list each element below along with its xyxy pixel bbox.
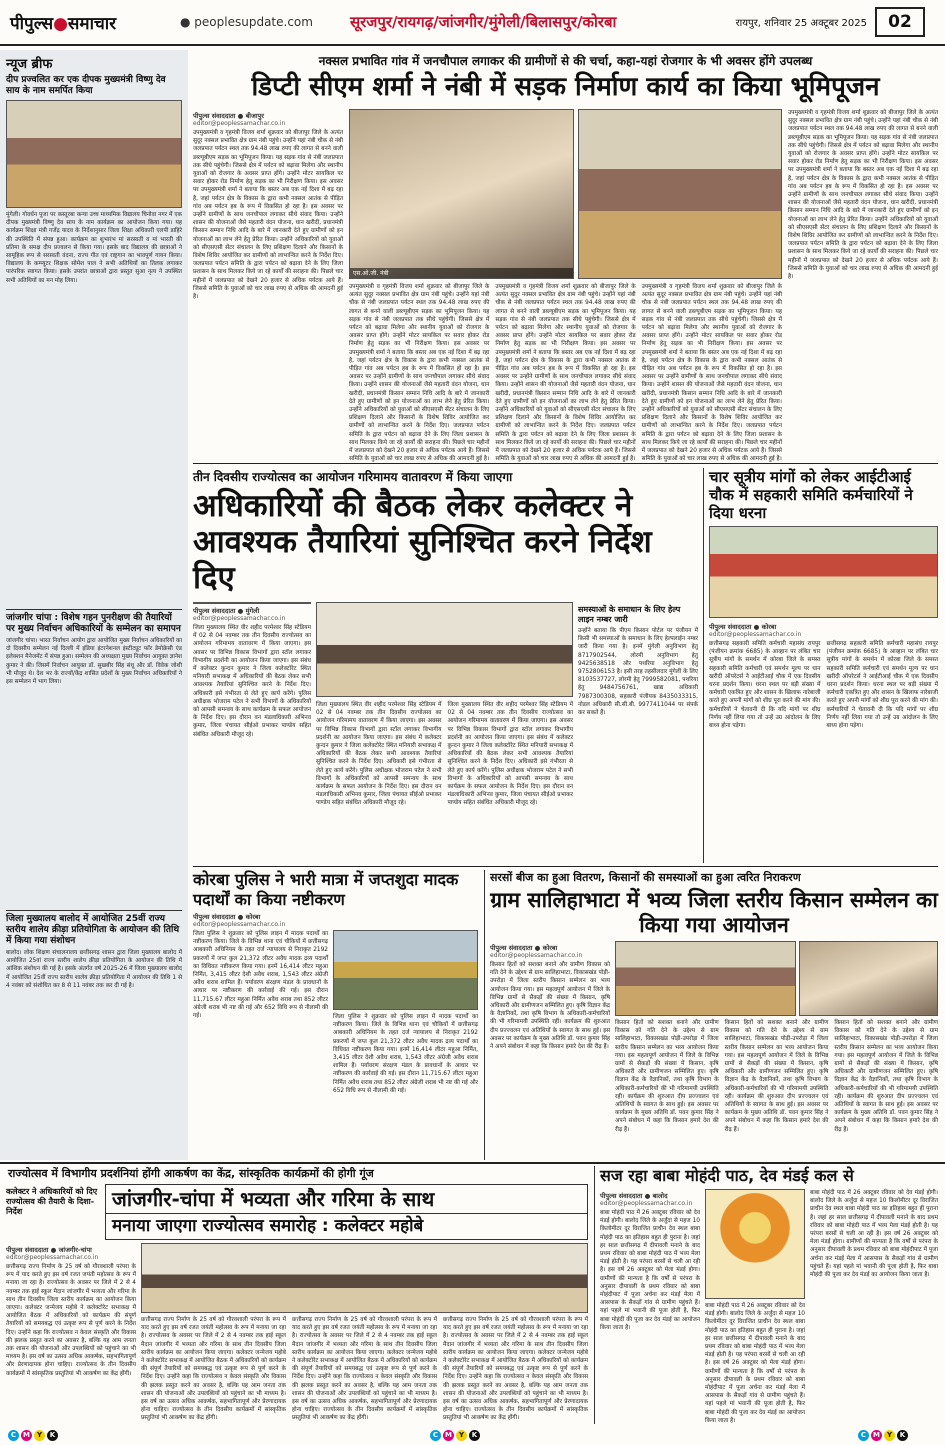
protest-photo <box>709 526 938 618</box>
black-mark-icon: K <box>897 1430 908 1441</box>
protest-byline <box>709 622 938 638</box>
lead-email: editor@peoplessamachar.co.in <box>193 119 286 127</box>
rajyotsav-body-col3: छत्तीसगढ़ राज्य निर्माण के 25 वर्ष को गौरवशाली परंपरा के रूप में याद करते हुए इस वर्ष रजत जयंती महोत्सव के रूप में मनाया जा रहा है। राज्योत्सव के अवसर पर जिले में 2 से 4 नवम्बर तक हाई स्कूल मैदान जांजगीर में भव्यता और गरिमा के साथ तीन दिवसीय जिला स्तरीय कार्यक्रम का आयोजन किया जाएगा। कलेक्टर जन्मेजय महोबे ने कलेक्टोरेट सभाकक्ष में आयोजित बैठक में अधिकारियों को कार्यक्रम की संपूर्ण तैयारियों को समयबद्ध एवं उत्कृष्ट रूप से पूर्ण करने के निर्देश दिए। उन्होंने कहा कि राज्योत्सव न केवल संस्कृति और विकास की झलक प्रस्तुत करने का अवसर है, बल्कि यह आम जनता तक शासन की योजनाओं और उपलब्धियों को पहुंचाने का भी माध्यम है। इस वर्ष का उत्सव अधिक आकर्षक, सहभागितापूर्ण और प्रेरणादायक होना चाहिए। राज्योत्सव के तीन दिवसीय कार्यक्रमों में सांस्कृतिक प्रस्तुतियां भी आकर्षण का केंद्र होंगी। <box>292 1317 437 1422</box>
magenta-mark-icon: M <box>443 1430 454 1441</box>
protest-headline[interactable]: चार सूत्रीय मांगों को लेकर आईटीआई चौक में सहकारी समिति कर्मचारियों ने दिया धरना <box>709 468 913 522</box>
brief-body: मुंगेली। गोवर्धन पूजा पर कस्तूरबा कन्या उच्च माध्यमिक विद्यालय चिनोवा नगर में एक दीपक मुख्यमंत्री विष्णु देव साय के नाम कार्यक्रम का आयोजन किया गया। यह कार्यक्रम शिक्षा मंत्री गजेंद्र यादव के निर्देशानुसार जिला शिक्षा अधिकारी एलपी डाहिरे की उपस्थिति में संपन्न हुआ। कार्यक्रम का शुभारंभ मां सरस्वती व मां भारती की प्रतिमा के समक्ष दीप प्रज्वलन से किया गया। इसके बाद विद्यालय की छात्राओं ने सामूहिक रूप से सरस्वती वंदना, राज्य गीत एवं राष्ट्रगान का भावपूर्ण गायन किया। विद्यालय के कम्प्यूटर शिक्षक सोमेश पाल ने सभी अतिथियों का तिलक लगाकर पारंपरिक स्वागत किया। इसके उपरांत छात्राओं द्वारा प्रस्तुत सुआ नृत्य ने उपस्थित सभी अतिथियों का मन मोह लिया। <box>6 212 182 284</box>
logo-dot-icon: ● <box>53 13 68 34</box>
lead-body-col3: उपमुख्यमंत्री व गृहमंत्री विजय शर्मा शुक्रवार को बीजापुर जिले के अत्यंत सुदूर नक्सल प्रभावित क्षेत्र ग्राम नंबी पहुंचे। उन्होंने यहां नंबी चौक से नंबी जलप्रपात पर्यटन स्थल तक 94.48 लाख रुपए की लागत से बनने वाली डब्ल्यूबीएम सड़क का भूमिपूजन किया। यह सड़क गांव से नंबी जलप्रपात तक सीधे पहुंचेगी। जिससे क्षेत्र में पर्यटन को बढ़ावा मिलेगा और स्थानीय युवाओं को रोजगार के अवसर प्राप्त होंगे। उन्होंने मोटर सायकिल पर सवार होकर रोड निर्माण हेतु सड़क का भी निरीक्षण किया। इस अवसर पर उपमुख्यमंत्री शर्मा ने बताया कि बस्तर अब एक नई दिशा में बढ़ रहा है, जहां पर्यटन क्षेत्र के विकास के द्वारा कभी नक्सल आतंक से पीड़ित गांव अब पर्यटन हब के रूप में विकसित हो रहा है। इस अवसर पर उन्होंने ग्रामीणों के साथ जनचौपाल लगाकर सीधे संवाद किया। उन्होंने शासन की योजनाओं जैसे महतारी वंदन योजना, धान खरीदी, प्रधानमंत्री किसान सम्मान निधि आदि के बारे में जानकारी देते हुए ग्रामीणों को इन योजनाओं का लाभ लेने हेतु प्रेरित किया। उन्होंने अधिकारियों को युवाओं को सीएसएसी सेंटर संचालन के लिए प्रशिक्षण दिलाने और किसानों के विशेष शिविर आयोजित कर ग्रामीणों को लाभान्वित करने के निर्देश दिए। जलप्रपात पर्यटन समिति के द्वारा पर्यटन को बढ़ावा देने के लिए जिला प्रशासन के साथ मिलकर किये जा रहे कार्यों की सराहना की। पिछले चार महीनों में जलप्रपात को देखने 20 हजार से अधिक पर्यटक आये हैं। जिससे समिति के युवाओं को चार लाख रुपए से अधिक की आमदनी हुई है। <box>495 283 636 463</box>
brief-headline[interactable]: दीप प्रज्वलित कर एक दीपक मुख्यमंत्री विष्णु देव साय के नाम समर्पित किया <box>6 75 166 96</box>
kisan-story <box>484 870 938 1160</box>
rajyotsav-kicker: राज्योत्सव में विभागीय प्रदर्शनियां होंगी आकर्षण का केंद्र, सांस्कृतिक कार्यक्रमों की होगी गूंज <box>8 1167 374 1180</box>
divider <box>0 1162 945 1164</box>
rajyotsav-body-col4: छत्तीसगढ़ राज्य निर्माण के 25 वर्ष को गौरवशाली परंपरा के रूप में याद करते हुए इस वर्ष रजत जयंती महोत्सव के रूप में मनाया जा रहा है। राज्योत्सव के अवसर पर जिले में 2 से 4 नवम्बर तक हाई स्कूल मैदान जांजगीर में भव्यता और गरिमा के साथ तीन दिवसीय जिला स्तरीय कार्यक्रम का आयोजन किया जाएगा। कलेक्टर जन्मेजय महोबे ने कलेक्टोरेट सभाकक्ष में आयोजित बैठक में अधिकारियों को कार्यक्रम की संपूर्ण तैयारियों को समयबद्ध एवं उत्कृष्ट रूप से पूर्ण करने के निर्देश दिए। उन्होंने कहा कि राज्योत्सव न केवल संस्कृति और विकास की झलक प्रस्तुत करने का अवसर है, बल्कि यह आम जनता तक शासन की योजनाओं और उपलब्धियों को पहुंचाने का भी माध्यम है। इस वर्ष का उत्सव अधिक आकर्षक, सहभागितापूर्ण और प्रेरणादायक होना चाहिए। राज्योत्सव के तीन दिवसीय कार्यक्रमों में सांस्कृतिक प्रस्तुतियां भी आकर्षण का केंद्र होंगी। <box>443 1317 588 1422</box>
lead-body-col4: उपमुख्यमंत्री व गृहमंत्री विजय शर्मा शुक्रवार को बीजापुर जिले के अत्यंत सुदूर नक्सल प्रभावित क्षेत्र ग्राम नंबी पहुंचे। उन्होंने यहां नंबी चौक से नंबी जलप्रपात पर्यटन स्थल तक 94.48 लाख रुपए की लागत से बनने वाली डब्ल्यूबीएम सड़क का भूमिपूजन किया। यह सड़क गांव से नंबी जलप्रपात तक सीधे पहुंचेगी। जिससे क्षेत्र में पर्यटन को बढ़ावा मिलेगा और स्थानीय युवाओं को रोजगार के अवसर प्राप्त होंगे। उन्होंने मोटर सायकिल पर सवार होकर रोड निर्माण हेतु सड़क का भी निरीक्षण किया। इस अवसर पर उपमुख्यमंत्री शर्मा ने बताया कि बस्तर अब एक नई दिशा में बढ़ रहा है, जहां पर्यटन क्षेत्र के विकास के द्वारा कभी नक्सल आतंक से पीड़ित गांव अब पर्यटन हब के रूप में विकसित हो रहा है। इस अवसर पर उन्होंने ग्रामीणों के साथ जनचौपाल लगाकर सीधे संवाद किया। उन्होंने शासन की योजनाओं जैसे महतारी वंदन योजना, धान खरीदी, प्रधानमंत्री किसान सम्मान निधि आदि के बारे में जानकारी देते हुए ग्रामीणों को इन योजनाओं का लाभ लेने हेतु प्रेरित किया। उन्होंने अधिकारियों को युवाओं को सीएसएसी सेंटर संचालन के लिए प्रशिक्षण दिलाने और किसानों के विशेष शिविर आयोजित कर ग्रामीणों को लाभान्वित करने के निर्देश दिए। जलप्रपात पर्यटन समिति के द्वारा पर्यटन को बढ़ावा देने के लिए जिला प्रशासन के साथ मिलकर किये जा रहे कार्यों की सराहना की। पिछले चार महीनों में जलप्रपात को देखने 20 हजार से अधिक पर्यटक आये हैं। जिससे समिति के युवाओं को चार लाख रुपए से अधिक की आमदनी हुई है। <box>641 283 782 463</box>
brief3-headline[interactable]: जिला मुख्यालय बालोद में आयोजित 25वीं राज्य स्तरीय शालेय क्रीड़ा प्रतियोगिता के आयोजन की तिथि में किया गया संशोधन <box>6 910 182 947</box>
helpline-body: उन्होंने बताया कि पीएम किसान पोर्टल पर पंजीयन में किसी भी समस्याओं के समाधान के लिए हेल्पलाईन नम्बर जारी किया गया है। इनमें मुंगेली अनुविभाग हेतु 8717902544, लोरमी अनुविभाग हेतु 9425638518 और पथरिया अनुविभाग हेतु 9752806153 है। इसी तरह तहसीलदार मुंगेली के लिए 8103537727, लोरमी हेतु 7999582081, पथरिया हेतु 9484756761, खाद्य अधिकारी 7987300308, सहकारी पंजीयक 8435033315, नोडल अधिकारी सी.सी.बी. 9977411044 पर संपर्क कर सकते हैं। <box>578 628 699 717</box>
meeting-body-col3: जिला मुख्यालय स्थित वीर शहीद परमेश्वर सिंह स्टेडियम में 02 से 04 नवम्बर तक तीन दिवसीय राज्योत्सव का आयोजन गरिमामय वातावरण में किया जाएगा। इस अवसर पर विभिन्न विकास विभागों द्वारा स्टॉल लगाकर विभागीय प्रदर्शनी का आयोजन किया जाएगा। इस संबंध में कलेक्टर कुन्दन कुमार ने जिला कलेक्टोरेट स्थित मनियारी सभाकक्ष में अधिकारियों की बैठक लेकर सभी आवश्यक तैयारियां सुनिश्चित करने के निर्देश दिए। अधिकारी इसे गंभीरता से लेते हुए कार्य करेंगे। पुलिस अधीक्षक भोजराम पटेल ने सभी विभागों के अधिकारियों को आपसी समन्वय के साथ कार्यक्रम के सफल आयोजन के निर्देश दिए। इस दौरान वन मंडलाधिकारी अभिनव कुमार, जिला पंचायत सीईओ प्रभाकर पाण्डेय सहित संबंधित अधिकारी मौजूद रहे। <box>447 702 573 807</box>
rajyotsav-byline-text: पीपुल्स संवाददाता ● जांजगीर-चांपा <box>6 1246 92 1254</box>
kisan-email: editor@peoplessamachar.co.in <box>490 952 583 959</box>
mohandi-story <box>594 1166 938 1424</box>
divider <box>193 463 938 464</box>
black-mark-icon: K <box>47 1430 58 1441</box>
mohandi-body: बाबा मोहंदी पाठ में 26 अक्टूबर रविवार को देव मंडई होगी। बालोद जिले के अर्जुंदा से महज 10 किलोमीटर दूर विराजित प्राचीन देव स्थल बाबा मोहंदी पाठ का इतिहास बहुत ही पुराना है। जहां हर साल छत्तीसगढ़ में दीपावली मनाने के बाद प्रथम रविवार को बाबा मोहंदी पाठ में भव्य मेला मंडई होती है। यह परंपरा बरसों से चली आ रही है। इस वर्ष 26 अक्टूबर को मेला मंडई होगा। ग्रामीणों की मान्यता है कि वर्षों से परंपरा के अनुसार दीपावली के प्रथम रविवार को बाबा मोहंदीपाट में पूजा अर्चना कर मंडई मेला में आसपास के सैकड़ों गांव से ग्रामीण पहुंचते हैं। यहां पहले मां भवानी की पूजा होती है, फिर बाबा मोहंदी की पूजा कर देव मंडई का आयोजन किया जाता है। <box>600 1210 700 1331</box>
rajyotsav-body: छत्तीसगढ़ राज्य निर्माण के 25 वर्ष को गौरवशाली परंपरा के रूप में याद करते हुए इस वर्ष रजत जयंती महोत्सव के रूप में मनाया जा रहा है। राज्योत्सव के अवसर पर जिले में 2 से 4 नवम्बर तक हाई स्कूल मैदान जांजगीर में भव्यता और गरिमा के साथ तीन दिवसीय जिला स्तरीय कार्यक्रम का आयोजन किया जाएगा। कलेक्टर जन्मेजय महोबे ने कलेक्टोरेट सभाकक्ष में आयोजित बैठक में अधिकारियों को कार्यक्रम की संपूर्ण तैयारियों को समयबद्ध एवं उत्कृष्ट रूप से पूर्ण करने के निर्देश दिए। उन्होंने कहा कि राज्योत्सव न केवल संस्कृति और विकास की झलक प्रस्तुत करने का अवसर है, बल्कि यह आम जनता तक शासन की योजनाओं और उपलब्धियों को पहुंचाने का भी माध्यम है। इस वर्ष का उत्सव अधिक आकर्षक, सहभागितापूर्ण और प्रेरणादायक होना चाहिए। राज्योत्सव के तीन दिवसीय कार्यक्रमों में सांस्कृतिक प्रस्तुतियां भी आकर्षण का केंद्र होंगी। <box>6 1264 136 1377</box>
lead-byline-text: पीपुल्स संवाददाता ● बीजापुर <box>193 111 264 120</box>
yellow-mark-icon: Y <box>456 1430 467 1441</box>
magenta-mark-icon: M <box>21 1430 32 1441</box>
protest-body-col2: छत्तीसगढ़ सहकारी समिति कर्मचारी महासंघ रायपुर (पंजीयन क्रमांक 6685) के आव्हान पर लंबित चार सूत्रीय मांगों के समर्थन में कोरबा जिले के समस्त सहकारी समिति कर्मचारी एवं समर्थन मूल्य पर धान खरीदी ऑपरेटर्स ने आईटीआई चौक में एक दिवसीय धरना प्रदर्शन किया। धरना स्थल पर बड़ी संख्या में कर्मचारी एकत्रित हुए और शासन के खिलाफ नारेबाजी करते हुए अपनी मांगों को शीघ्र पूरा करने की मांग की। कर्मचारियों ने चेतावनी दी कि यदि मांगों पर शीघ्र निर्णय नहीं लिया गया तो उन्हें उग्र आंदोलन के लिए बाध्य होना पड़ेगा। <box>826 641 938 730</box>
yellow-mark-icon: Y <box>34 1430 45 1441</box>
drugs-byline-text: पीपुल्स संवाददाता ● कोरबा <box>193 913 261 921</box>
mohandi-email: editor@peoplessamachar.co.in <box>600 1200 693 1207</box>
kisan-body-col2: किसान हितों को सशक्त बनाने और ग्रामीण विकास को गति देने के उद्देश्य से ग्राम सालिहाभाटा, विकासखंड पोड़ी-उपरोड़ा में जिला स्तरीय किसान सम्मेलन का भव्य आयोजन किया गया। इस महत्वपूर्ण आयोजन में जिले के विभिन्न ग्रामों से सैकड़ों की संख्या में किसान, कृषि अधिकारी और ग्रामीणजन सम्मिलित हुए। कृषि विज्ञान केंद्र के वैज्ञानिकों, तथा कृषि विभाग के अधिकारी-कर्मचारियों की भी गरिमामयी उपस्थिति रही। कार्यक्रम की शुरुआत दीप प्रज्ज्वलन एवं अतिथियों के स्वागत के साथ हुई। इस अवसर पर कार्यक्रम के मुख्य अतिथि डॉ. पवन कुमार सिंह ने अपने संबोधन में कहा कि किसान हमारे देश की रीढ़ हैं। <box>615 1020 719 1133</box>
lead-photo-1 <box>349 109 574 279</box>
meeting-photo <box>316 602 573 697</box>
kisan-byline <box>490 943 610 959</box>
drugs-body-col2: जिला पुलिस ने शुक्रवार को पुलिस लाइन में मादक पदार्थों का नष्टीकरण किया। जिले के विभिन्न थाना एवं चौकियों में छत्तीसगढ़ आबकारी अधिनियम के तहत दर्ज न्यायालय से निराकृत 2192 प्रकरणों में जप्त कुल 21,372 लीटर अवैध मादक द्रव्य पदार्थों का विधिवत नष्टीकरण किया गया। इनमें 16,414 लीटर महुआ निर्मित, 3,415 लीटर देशी अवैध शराब, 1,543 लीटर अंग्रेजी अवैध शराब शामिल हैं। पर्यावरण संरक्षण मंडल के प्रावधानों के आधार पर नष्टीकरण की कार्रवाई की गई। इस दौरान 11,715.67 लीटर महुआ निर्मित अवैध शराब तथा 852 लीटर अंग्रेजी शराब भी नष्ट की गई और 652 विधि रूप से नीलामी की गई। <box>333 1014 478 1094</box>
mohandi-headline[interactable]: सज रहा बाबा मोहंदी पाठ, देव मंडई कल से <box>600 1166 854 1185</box>
protest-byline-text: पीपुल्स संवाददाता ● कोरबा <box>709 623 777 631</box>
yellow-mark-icon: Y <box>884 1430 895 1441</box>
meeting-story <box>193 468 698 863</box>
protest-story <box>703 468 938 863</box>
issue-date: रायपुर, शनिवार 25 अक्टूबर 2025 <box>735 18 867 29</box>
brief2-headline[interactable]: जांजगीर चांपा : विशेष गहन पुनरीक्षण की तैयारियों पर मुख्य निर्वाचन अधिकारियों के सम्मेलन का समापन <box>6 609 182 635</box>
cmyk-marks-left <box>8 1428 88 1442</box>
kisan-body-col3: किसान हितों को सशक्त बनाने और ग्रामीण विकास को गति देने के उद्देश्य से ग्राम सालिहाभाटा, विकासखंड पोड़ी-उपरोड़ा में जिला स्तरीय किसान सम्मेलन का भव्य आयोजन किया गया। इस महत्वपूर्ण आयोजन में जिले के विभिन्न ग्रामों से सैकड़ों की संख्या में किसान, कृषि अधिकारी और ग्रामीणजन सम्मिलित हुए। कृषि विज्ञान केंद्र के वैज्ञानिकों, तथा कृषि विभाग के अधिकारी-कर्मचारियों की भी गरिमामयी उपस्थिति रही। कार्यक्रम की शुरुआत दीप प्रज्ज्वलन एवं अतिथियों के स्वागत के साथ हुई। इस अवसर पर कार्यक्रम के मुख्य अतिथि डॉ. पवन कुमार सिंह ने अपने संबोधन में कहा कि किसान हमारे देश की रीढ़ हैं। <box>724 1020 829 1133</box>
website-text: peoplesupdate.com <box>194 15 313 29</box>
meeting-email: editor@peoplessamachar.co.in <box>193 615 286 622</box>
rajyotsav-story <box>0 1166 588 1424</box>
meeting-headline[interactable]: अधिकारियों की बैठक लेकर कलेक्टर ने आवश्यक तैयारियां सुनिश्चित करने निर्देश दिए <box>193 488 652 596</box>
protest-body: छत्तीसगढ़ सहकारी समिति कर्मचारी महासंघ रायपुर (पंजीयन क्रमांक 6685) के आव्हान पर लंबित चार सूत्रीय मांगों के समर्थन में कोरबा जिले के समस्त सहकारी समिति कर्मचारी एवं समर्थन मूल्य पर धान खरीदी ऑपरेटर्स ने आईटीआई चौक में एक दिवसीय धरना प्रदर्शन किया। धरना स्थल पर बड़ी संख्या में कर्मचारी एकत्रित हुए और शासन के खिलाफ नारेबाजी करते हुए अपनी मांगों को शीघ्र पूरा करने की मांग की। कर्मचारियों ने चेतावनी दी कि यदि मांगों पर शीघ्र निर्णय नहीं लिया गया तो उन्हें उग्र आंदोलन के लिए बाध्य होना पड़ेगा। <box>709 641 821 730</box>
website-link[interactable]: ● peoplesupdate.com <box>180 15 313 29</box>
lead-body: उपमुख्यमंत्री व गृहमंत्री विजय शर्मा शुक्रवार को बीजापुर जिले के अत्यंत सुदूर नक्सल प्रभावित क्षेत्र ग्राम नंबी पहुंचे। उन्होंने यहां नंबी चौक से नंबी जलप्रपात पर्यटन स्थल तक 94.48 लाख रुपए की लागत से बनने वाली डब्ल्यूबीएम सड़क का भूमिपूजन किया। यह सड़क गांव से नंबी जलप्रपात तक सीधे पहुंचेगी। जिससे क्षेत्र में पर्यटन को बढ़ावा मिलेगा और स्थानीय युवाओं को रोजगार के अवसर प्राप्त होंगे। उन्होंने मोटर सायकिल पर सवार होकर रोड निर्माण हेतु सड़क का भी निरीक्षण किया। इस अवसर पर उपमुख्यमंत्री शर्मा ने बताया कि बस्तर अब एक नई दिशा में बढ़ रहा है, जहां पर्यटन क्षेत्र के विकास के द्वारा कभी नक्सल आतंक से पीड़ित गांव अब पर्यटन हब के रूप में विकसित हो रहा है। इस अवसर पर उन्होंने ग्रामीणों के साथ जनचौपाल लगाकर सीधे संवाद किया। उन्होंने शासन की योजनाओं जैसे महतारी वंदन योजना, धान खरीदी, प्रधानमंत्री किसान सम्मान निधि आदि के बारे में जानकारी देते हुए ग्रामीणों को इन योजनाओं का लाभ लेने हेतु प्रेरित किया। उन्होंने अधिकारियों को युवाओं को सीएसएसी सेंटर संचालन के लिए प्रशिक्षण दिलाने और किसानों के विशेष शिविर आयोजित कर ग्रामीणों को लाभान्वित करने के निर्देश दिए। जलप्रपात पर्यटन समिति के द्वारा पर्यटन को बढ़ावा देने के लिए जिला प्रशासन के साथ मिलकर किये जा रहे कार्यों की सराहना की। पिछले चार महीनों में जलप्रपात को देखने 20 हजार से अधिक पर्यटक आये हैं। जिससे समिति के युवाओं को चार लाख रुपए से अधिक की आमदनी हुई है। <box>193 129 343 300</box>
mohandi-byline <box>600 1191 700 1207</box>
rajyotsav-headline-2[interactable]: मनाया जाएगा राज्योत्सव समारोह : कलेक्टर महोबे <box>105 1214 588 1240</box>
kisan-photo-2 <box>799 941 938 1016</box>
magenta-mark-icon: M <box>871 1430 882 1441</box>
city-list: सूरजपुर/रायगढ़/जांजगीर/मुंगेली/बिलासपुर/कोरबा <box>350 13 617 31</box>
cyan-mark-icon: C <box>858 1430 869 1441</box>
logo-right-text: समाचार <box>67 13 117 34</box>
rajyotsav-photo <box>141 1243 588 1313</box>
meeting-body: जिला मुख्यालय स्थित वीर शहीद परमेश्वर सिंह स्टेडियम में 02 से 04 नवम्बर तक तीन दिवसीय राज्योत्सव का आयोजन गरिमामय वातावरण में किया जाएगा। इस अवसर पर विभिन्न विकास विभागों द्वारा स्टॉल लगाकर विभागीय प्रदर्शनी का आयोजन किया जाएगा। इस संबंध में कलेक्टर कुन्दन कुमार ने जिला कलेक्टोरेट स्थित मनियारी सभाकक्ष में अधिकारियों की बैठक लेकर सभी आवश्यक तैयारियां सुनिश्चित करने के निर्देश दिए। अधिकारी इसे गंभीरता से लेते हुए कार्य करेंगे। पुलिस अधीक्षक भोजराम पटेल ने सभी विभागों के अधिकारियों को आपसी समन्वय के साथ कार्यक्रम के सफल आयोजन के निर्देश दिए। इस दौरान वन मंडलाधिकारी अभिनव कुमार, जिला पंचायत सीईओ प्रभाकर पाण्डेय सहित संबंधित अधिकारी मौजूद रहे। <box>193 625 311 738</box>
lead-headline[interactable]: डिप्टी सीएम शर्मा ने नंबी में सड़क निर्माण कार्य का किया भूमिपूजन <box>251 72 880 102</box>
rajyotsav-byline <box>6 1245 136 1261</box>
helpline-title[interactable]: समस्याओं के समाधान के लिए हेल्प लाइन नम्बर जारी <box>578 605 681 624</box>
mohandi-body-col3: बाबा मोहंदी पाठ में 26 अक्टूबर रविवार को देव मंडई होगी। बालोद जिले के अर्जुंदा से महज 10 किलोमीटर दूर विराजित प्राचीन देव स्थल बाबा मोहंदी पाठ का इतिहास बहुत ही पुराना है। जहां हर साल छत्तीसगढ़ में दीपावली मनाने के बाद प्रथम रविवार को बाबा मोहंदी पाठ में भव्य मेला मंडई होती है। यह परंपरा बरसों से चली आ रही है। इस वर्ष 26 अक्टूबर को मेला मंडई होगा। ग्रामीणों की मान्यता है कि वर्षों से परंपरा के अनुसार दीपावली के प्रथम रविवार को बाबा मोहंदीपाट में पूजा अर्चना कर मंडई मेला में आसपास के सैकड़ों गांव से ग्रामीण पहुंचते हैं। यहां पहले मां भवानी की पूजा होती है, फिर बाबा मोहंदी की पूजा कर देव मंडई का आयोजन किया जाता है। <box>810 1190 938 1279</box>
page-number: 02 <box>875 7 925 37</box>
rajyotsav-headline-1[interactable]: जांजगीर-चांपा में भव्यता और गरिमा के साथ <box>105 1184 588 1214</box>
lead-photo-1-caption: एस.ओ.जी. नंबी <box>350 268 573 278</box>
rajyotsav-body-col2: छत्तीसगढ़ राज्य निर्माण के 25 वर्ष को गौरवशाली परंपरा के रूप में याद करते हुए इस वर्ष रजत जयंती महोत्सव के रूप में मनाया जा रहा है। राज्योत्सव के अवसर पर जिले में 2 से 4 नवम्बर तक हाई स्कूल मैदान जांजगीर में भव्यता और गरिमा के साथ तीन दिवसीय जिला स्तरीय कार्यक्रम का आयोजन किया जाएगा। कलेक्टर जन्मेजय महोबे ने कलेक्टोरेट सभाकक्ष में आयोजित बैठक में अधिकारियों को कार्यक्रम की संपूर्ण तैयारियों को समयबद्ध एवं उत्कृष्ट रूप से पूर्ण करने के निर्देश दिए। उन्होंने कहा कि राज्योत्सव न केवल संस्कृति और विकास की झलक प्रस्तुत करने का अवसर है, बल्कि यह आम जनता तक शासन की योजनाओं और उपलब्धियों को पहुंचाने का भी माध्यम है। इस वर्ष का उत्सव अधिक आकर्षक, सहभागितापूर्ण और प्रेरणादायक होना चाहिए। राज्योत्सव के तीन दिवसीय कार्यक्रमों में सांस्कृतिक प्रस्तुतियां भी आकर्षण का केंद्र होंगी। <box>141 1317 286 1422</box>
kisan-body: किसान हितों को सशक्त बनाने और ग्रामीण विकास को गति देने के उद्देश्य से ग्राम सालिहाभाटा, विकासखंड पोड़ी-उपरोड़ा में जिला स्तरीय किसान सम्मेलन का भव्य आयोजन किया गया। इस महत्वपूर्ण आयोजन में जिले के विभिन्न ग्रामों से सैकड़ों की संख्या में किसान, कृषि अधिकारी और ग्रामीणजन सम्मिलित हुए। कृषि विज्ञान केंद्र के वैज्ञानिकों, तथा कृषि विभाग के अधिकारी-कर्मचारियों की भी गरिमामयी उपस्थिति रही। कार्यक्रम की शुरुआत दीप प्रज्ज्वलन एवं अतिथियों के स्वागत के साथ हुई। इस अवसर पर कार्यक्रम के मुख्य अतिथि डॉ. पवन कुमार सिंह ने अपने संबोधन में कहा कि किसान हमारे देश की रीढ़ हैं। <box>490 962 610 1051</box>
drugs-photo <box>333 930 478 1010</box>
protest-email: editor@peoplessamachar.co.in <box>709 631 802 638</box>
cyan-mark-icon: C <box>8 1430 19 1441</box>
mohandi-body-col2: बाबा मोहंदी पाठ में 26 अक्टूबर रविवार को देव मंडई होगी। बालोद जिले के अर्जुंदा से महज 10 किलोमीटर दूर विराजित प्राचीन देव स्थल बाबा मोहंदी पाठ का इतिहास बहुत ही पुराना है। जहां हर साल छत्तीसगढ़ में दीपावली मनाने के बाद प्रथम रविवार को बाबा मोहंदी पाठ में भव्य मेला मंडई होती है। यह परंपरा बरसों से चली आ रही है। इस वर्ष 26 अक्टूबर को मेला मंडई होगा। ग्रामीणों की मान्यता है कि वर्षों से परंपरा के अनुसार दीपावली के प्रथम रविवार को बाबा मोहंदीपाट में पूजा अर्चना कर मंडई मेला में आसपास के सैकड़ों गांव से ग्रामीण पहुंचते हैं। यहां पहले मां भवानी की पूजा होती है, फिर बाबा मोहंदी की पूजा कर देव मंडई का आयोजन किया जाता है। <box>705 1303 805 1424</box>
lead-story <box>193 52 938 462</box>
mohandi-photo <box>705 1189 805 1299</box>
news-brief-column <box>0 50 188 1160</box>
cmyk-marks-right <box>858 1428 938 1442</box>
meeting-byline <box>193 606 311 622</box>
meeting-body-col2: जिला मुख्यालय स्थित वीर शहीद परमेश्वर सिंह स्टेडियम में 02 से 04 नवम्बर तक तीन दिवसीय राज्योत्सव का आयोजन गरिमामय वातावरण में किया जाएगा। इस अवसर पर विभिन्न विकास विभागों द्वारा स्टॉल लगाकर विभागीय प्रदर्शनी का आयोजन किया जाएगा। इस संबंध में कलेक्टर कुन्दन कुमार ने जिला कलेक्टोरेट स्थित मनियारी सभाकक्ष में अधिकारियों की बैठक लेकर सभी आवश्यक तैयारियां सुनिश्चित करने के निर्देश दिए। अधिकारी इसे गंभीरता से लेते हुए कार्य करेंगे। पुलिस अधीक्षक भोजराम पटेल ने सभी विभागों के अधिकारियों को आपसी समन्वय के साथ कार्यक्रम के सफल आयोजन के निर्देश दिए। इस दौरान वन मंडलाधिकारी अभिनव कुमार, जिला पंचायत सीईओ प्रभाकर पाण्डेय सहित संबंधित अधिकारी मौजूद रहे। <box>316 702 442 807</box>
lead-photo-2 <box>578 109 782 279</box>
cmyk-marks-center <box>430 1428 510 1442</box>
drugs-story <box>193 870 478 1160</box>
black-mark-icon: K <box>469 1430 480 1441</box>
masthead <box>0 0 945 46</box>
logo-left-text: पीपुल्स <box>10 13 54 34</box>
rajyotsav-side-title[interactable]: कलेक्टर ने अधिकारियों को दिए राज्योत्सव की तैयारी के दिशा-निर्देश <box>6 1187 98 1216</box>
kisan-headline[interactable]: ग्राम सालिहाभाटा में भव्य जिला स्तरीय किसान सम्मेलन का किया गया आयोजन <box>490 888 938 937</box>
kisan-photo-1 <box>615 941 796 1016</box>
kisan-body-col4: किसान हितों को सशक्त बनाने और ग्रामीण विकास को गति देने के उद्देश्य से ग्राम सालिहाभाटा, विकासखंड पोड़ी-उपरोड़ा में जिला स्तरीय किसान सम्मेलन का भव्य आयोजन किया गया। इस महत्वपूर्ण आयोजन में जिले के विभिन्न ग्रामों से सैकड़ों की संख्या में किसान, कृषि अधिकारी और ग्रामीणजन सम्मिलित हुए। कृषि विज्ञान केंद्र के वैज्ञानिकों, तथा कृषि विभाग के अधिकारी-कर्मचारियों की भी गरिमामयी उपस्थिति रही। कार्यक्रम की शुरुआत दीप प्रज्ज्वलन एवं अतिथियों के स्वागत के साथ हुई। इस अवसर पर कार्यक्रम के मुख्य अतिथि डॉ. पवन कुमार सिंह ने अपने संबोधन में कहा कि किसान हमारे देश की रीढ़ हैं। <box>834 1020 939 1133</box>
kisan-byline-text: पीपुल्स संवाददाता ● कोरबा <box>490 944 558 952</box>
lead-byline <box>193 111 343 127</box>
kisan-kicker: सरसों बीज का हुआ वितरण, किसानों की समस्याओं का हुआ त्वरित निराकरण <box>490 871 801 884</box>
divider <box>193 866 938 867</box>
drugs-body: जिला पुलिस ने शुक्रवार को पुलिस लाइन में मादक पदार्थों का नष्टीकरण किया। जिले के विभिन्न थाना एवं चौकियों में छत्तीसगढ़ आबकारी अधिनियम के तहत दर्ज न्यायालय से निराकृत 2192 प्रकरणों में जप्त कुल 21,372 लीटर अवैध मादक द्रव्य पदार्थों का विधिवत नष्टीकरण किया गया। इनमें 16,414 लीटर महुआ निर्मित, 3,415 लीटर देशी अवैध शराब, 1,543 लीटर अंग्रेजी अवैध शराब शामिल हैं। पर्यावरण संरक्षण मंडल के प्रावधानों के आधार पर नष्टीकरण की कार्रवाई की गई। इस दौरान 11,715.67 लीटर महुआ निर्मित अवैध शराब तथा 852 लीटर अंग्रेजी शराब भी नष्ट की गई और 652 विधि रूप से नीलामी की गई। <box>193 931 328 1020</box>
cyan-mark-icon: C <box>430 1430 441 1441</box>
mohandi-byline-text: पीपुल्स संवाददाता ● बालोद <box>600 1192 668 1200</box>
meeting-spacer <box>193 602 311 604</box>
drugs-byline <box>193 912 478 928</box>
brief-label: न्यूज ब्रीफ <box>6 57 53 72</box>
drugs-email: editor@peoplessamachar.co.in <box>193 921 286 928</box>
lead-body-col5: उपमुख्यमंत्री व गृहमंत्री विजय शर्मा शुक्रवार को बीजापुर जिले के अत्यंत सुदूर नक्सल प्रभावित क्षेत्र ग्राम नंबी पहुंचे। उन्होंने यहां नंबी चौक से नंबी जलप्रपात पर्यटन स्थल तक 94.48 लाख रुपए की लागत से बनने वाली डब्ल्यूबीएम सड़क का भूमिपूजन किया। यह सड़क गांव से नंबी जलप्रपात तक सीधे पहुंचेगी। जिससे क्षेत्र में पर्यटन को बढ़ावा मिलेगा और स्थानीय युवाओं को रोजगार के अवसर प्राप्त होंगे। उन्होंने मोटर सायकिल पर सवार होकर रोड निर्माण हेतु सड़क का भी निरीक्षण किया। इस अवसर पर उपमुख्यमंत्री शर्मा ने बताया कि बस्तर अब एक नई दिशा में बढ़ रहा है, जहां पर्यटन क्षेत्र के विकास के द्वारा कभी नक्सल आतंक से पीड़ित गांव अब पर्यटन हब के रूप में विकसित हो रहा है। इस अवसर पर उन्होंने ग्रामीणों के साथ जनचौपाल लगाकर सीधे संवाद किया। उन्होंने शासन की योजनाओं जैसे महतारी वंदन योजना, धान खरीदी, प्रधानमंत्री किसान सम्मान निधि आदि के बारे में जानकारी देते हुए ग्रामीणों को इन योजनाओं का लाभ लेने हेतु प्रेरित किया। उन्होंने अधिकारियों को युवाओं को सीएसएसी सेंटर संचालन के लिए प्रशिक्षण दिलाने और किसानों के विशेष शिविर आयोजित कर ग्रामीणों को लाभान्वित करने के निर्देश दिए। जलप्रपात पर्यटन समिति के द्वारा पर्यटन को बढ़ावा देने के लिए जिला प्रशासन के साथ मिलकर किये जा रहे कार्यों की सराहना की। पिछले चार महीनों में जलप्रपात को देखने 20 हजार से अधिक पर्यटक आये हैं। जिससे समिति के युवाओं को चार लाख रुपए से अधिक की आमदनी हुई है। <box>788 109 938 280</box>
brief2-body: जांजगीर चांपा। भारत निर्वाचन आयोग द्वारा आयोजित मुख्य निर्वाचन अधिकारियों का दो दिवसीय सम्मेलन नई दिल्ली में इंडिया इंटरनेशनल इंस्टीट्यूट फॉर डेमोक्रेसी एंड इलेक्शन मैनेजमेंट में संपन्न हुआ। सम्मेलन की अध्यक्षता मुख्य निर्वाचन आयुक्त ज्ञानेश कुमार ने की। जिसमें निर्वाचन आयुक्त डॉ. सुखबीर सिंह संधू और डॉ. विवेक जोशी भी मौजूद थे। देश भर के राज्यों/केंद्र शासित प्रदेशों के मुख्य निर्वाचन अधिकारियों ने इस सम्मेलन में भाग लिया। <box>6 638 182 686</box>
rajyotsav-email: editor@peoplessamachar.co.in <box>6 1254 99 1261</box>
meeting-byline-text: पीपुल्स संवाददाता ● मुंगेली <box>193 607 260 615</box>
brief3-body: बालोद। लोक शिक्षण संचालनालय छत्तीसगढ़ शासन द्वारा जिला मुख्यालय बालोद में आयोजित 25वां राज्य स्तरीय शालेय क्रीड़ा प्रतियोगिता के आयोजन की तिथि में आंशिक संशोधन की गई है। इसके अंतर्गत वर्ष 2025-26 में जिला मुख्यालय बालोद में आयोजित 25वीं राज्य स्तरीय शालेय क्रीड़ा प्रतियोगिता में आयोजन की तिथि 1 से 4 नवंबर को संशोधित कर 8 से 11 नवंबर तक कर दी गई है। <box>6 950 182 989</box>
lead-kicker: नक्सल प्रभावित गांव में जनचौपाल लगाकर की ग्रामीणों से की चर्चा, कहा-यहां रोजगार के भी अवसर होंगे उपलब्ध <box>318 54 813 68</box>
newspaper-logo <box>0 11 180 34</box>
lead-body-col2: उपमुख्यमंत्री व गृहमंत्री विजय शर्मा शुक्रवार को बीजापुर जिले के अत्यंत सुदूर नक्सल प्रभावित क्षेत्र ग्राम नंबी पहुंचे। उन्होंने यहां नंबी चौक से नंबी जलप्रपात पर्यटन स्थल तक 94.48 लाख रुपए की लागत से बनने वाली डब्ल्यूबीएम सड़क का भूमिपूजन किया। यह सड़क गांव से नंबी जलप्रपात तक सीधे पहुंचेगी। जिससे क्षेत्र में पर्यटन को बढ़ावा मिलेगा और स्थानीय युवाओं को रोजगार के अवसर प्राप्त होंगे। उन्होंने मोटर सायकिल पर सवार होकर रोड निर्माण हेतु सड़क का भी निरीक्षण किया। इस अवसर पर उपमुख्यमंत्री शर्मा ने बताया कि बस्तर अब एक नई दिशा में बढ़ रहा है, जहां पर्यटन क्षेत्र के विकास के द्वारा कभी नक्सल आतंक से पीड़ित गांव अब पर्यटन हब के रूप में विकसित हो रहा है। इस अवसर पर उन्होंने ग्रामीणों के साथ जनचौपाल लगाकर सीधे संवाद किया। उन्होंने शासन की योजनाओं जैसे महतारी वंदन योजना, धान खरीदी, प्रधानमंत्री किसान सम्मान निधि आदि के बारे में जानकारी देते हुए ग्रामीणों को इन योजनाओं का लाभ लेने हेतु प्रेरित किया। उन्होंने अधिकारियों को युवाओं को सीएसएसी सेंटर संचालन के लिए प्रशिक्षण दिलाने और किसानों के विशेष शिविर आयोजित कर ग्रामीणों को लाभान्वित करने के निर्देश दिए। जलप्रपात पर्यटन समिति के द्वारा पर्यटन को बढ़ावा देने के लिए जिला प्रशासन के साथ मिलकर किये जा रहे कार्यों की सराहना की। पिछले चार महीनों में जलप्रपात को देखने 20 हजार से अधिक पर्यटक आये हैं। जिससे समिति के युवाओं को चार लाख रुपए से अधिक की आमदनी हुई है। <box>349 283 490 463</box>
drugs-headline[interactable]: कोरबा पुलिस ने भारी मात्रा में जप्तशुदा मादक पदार्थों का किया नष्टीकरण <box>193 870 459 909</box>
meeting-kicker: तीन दिवसीय राज्योत्सव का आयोजन गरिमामय वातावरण में किया जाएगा <box>193 470 513 484</box>
brief-photo <box>6 100 182 208</box>
